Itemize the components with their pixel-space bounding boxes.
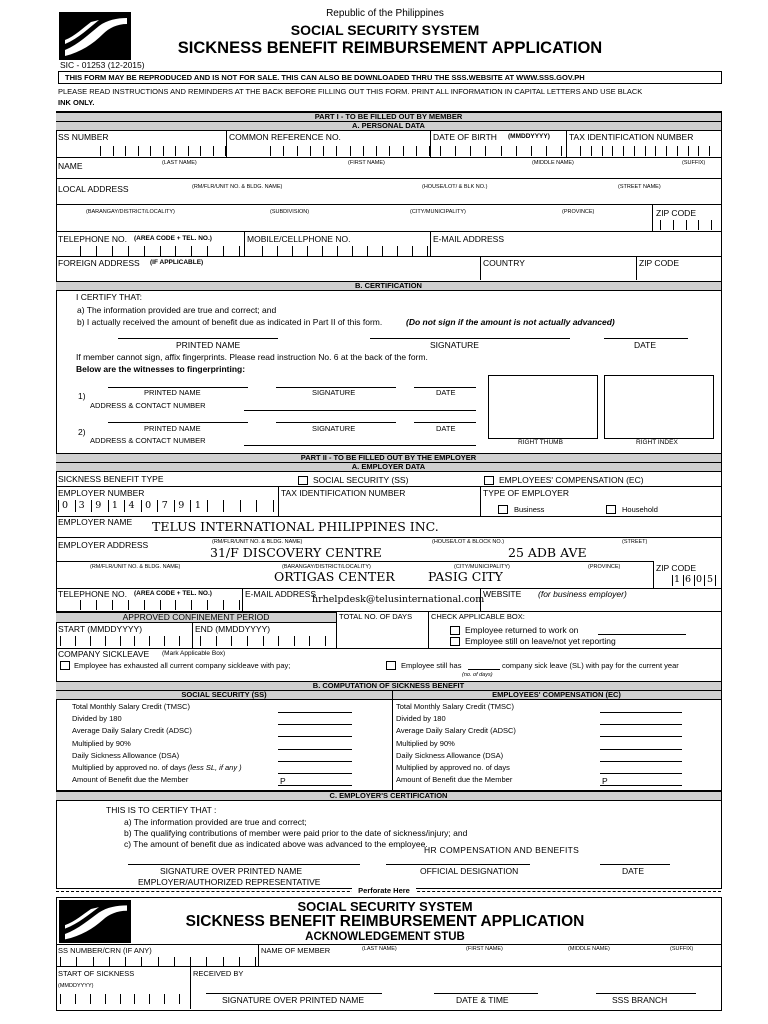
website-label: WEBSITE [483, 589, 522, 599]
stub-sss-logo-icon [59, 900, 131, 943]
employer-rm-flr-value[interactable]: 31/F DISCOVERY CENTRE [210, 545, 382, 560]
ss-row [72, 775, 392, 787]
employer-signature-label: SIGNATURE OVER PRINTED NAME [160, 866, 302, 876]
middle-name-caption: (MIDDLE NAME) [532, 160, 574, 166]
tin-field[interactable] [580, 146, 710, 156]
ec-benefit-label: EMPLOYEES' COMPENSATION (EC) [499, 475, 644, 485]
witness-2-number: 2) [78, 427, 86, 437]
ec-row-label: Daily Sickness Allowance (DSA) [396, 750, 504, 760]
crn-label: COMMON REFERENCE NO. [229, 132, 341, 142]
stub-last-caption: (LAST NAME) [362, 946, 397, 952]
employer-number-digit: 9 [95, 500, 102, 511]
local-address-label: LOCAL ADDRESS [58, 184, 129, 194]
still-on-leave-label: Employee still on leave/not yet reporting [465, 636, 616, 646]
emp-province-caption: (PROVINCE) [588, 564, 621, 570]
emp-house-caption: (HOUSE/LOT & BLOCK NO.) [432, 539, 505, 545]
employer-house-value[interactable]: 25 ADB AVE [508, 545, 587, 560]
witness-2-address: ADDRESS & CONTACT NUMBER [90, 436, 206, 445]
business-label: Business [514, 505, 545, 514]
confinement-period-label: APPROVED CONFINEMENT PERIOD [122, 612, 270, 622]
telephone-label: TELEPHONE NO. [58, 234, 127, 244]
ss-row [72, 739, 392, 751]
right-thumb-box[interactable] [488, 375, 598, 439]
perforate-text: Perforate Here [352, 886, 416, 895]
employer-zip-digit: 6 [685, 574, 692, 585]
employer-cert-band [56, 791, 721, 801]
ss-row-label: Average Daily Salary Credit (ADSC) [72, 726, 192, 736]
witness-1-printed-name: PRINTED NAME [144, 388, 201, 397]
last-name-caption: (LAST NAME) [162, 160, 197, 166]
start-date-label: START (MMDDYYYY) [58, 624, 143, 634]
zip-code-field[interactable] [660, 220, 712, 230]
instruction-line-2: INK ONLY. [58, 98, 95, 107]
ss-row-line[interactable] [278, 761, 352, 762]
employer-email-label: E-MAIL ADDRESS [245, 589, 317, 599]
ss-row-label: Total Monthly Salary Credit (TMSC) [72, 702, 190, 711]
dob-label: DATE OF BIRTH [433, 132, 497, 142]
stub-signature-label: SIGNATURE OVER PRINTED NAME [222, 995, 364, 1005]
official-designation-label: OFFICIAL DESIGNATION [420, 866, 519, 876]
ec-row [396, 726, 720, 738]
stub-subtitle: ACKNOWLEDGEMENT STUB [305, 931, 465, 943]
date-label: DATE [634, 340, 657, 350]
employer-number-digit: 0 [145, 500, 152, 511]
ss-row-line[interactable] [278, 736, 352, 737]
telephone-format: (AREA CODE + TEL. NO.) [134, 235, 212, 242]
ss-row [72, 763, 392, 775]
ss-computation-list [72, 702, 392, 790]
employer-telephone-label: TELEPHONE NO. [58, 589, 127, 599]
ec-computation-list [396, 702, 720, 790]
ec-peso-sign: P [602, 776, 608, 787]
stub-sss-branch-label: SSS BRANCH [612, 995, 668, 1005]
ec-row-label: Multiplied by approved no. of days [396, 763, 510, 772]
foreign-address-label: FOREIGN ADDRESS [58, 258, 140, 268]
ss-row-label: Multiplied by 90% [72, 738, 131, 748]
total-days-label: TOTAL NO. OF DAYS [339, 612, 413, 621]
mobile-field[interactable] [262, 246, 428, 256]
employer-cert-date-label: DATE [622, 866, 645, 876]
employer-barangay-value[interactable]: ORTIGAS CENTER [274, 569, 395, 584]
computation-headers [56, 690, 721, 700]
witness-2-signature: SIGNATURE [312, 424, 356, 433]
street-caption: (STREET NAME) [618, 184, 661, 190]
barangay-caption: (BARANGAY/DISTRICT/LOCALITY) [86, 209, 175, 215]
employer-telephone-field[interactable] [80, 600, 240, 610]
ss-row-label-note: (less SL, if any ) [187, 763, 242, 772]
household-checkbox[interactable] [606, 505, 616, 514]
country-label: COUNTRY [483, 258, 525, 268]
certify-item-a: a) The information provided are true and correct; and [77, 305, 277, 315]
employer-number-label: EMPLOYER NUMBER [58, 488, 145, 498]
ss-peso-sign: P [280, 776, 286, 787]
stub-start-sickness-label: START OF SICKNESS [58, 969, 135, 978]
employer-cert-intro: THIS IS TO CERTIFY THAT : [106, 805, 217, 815]
employer-cert-c: c) The amount of benefit due as indicated above was advanced to the employee. [124, 839, 428, 849]
instruction-line-1: PLEASE READ INSTRUCTIONS AND REMINDERS AT THE BACK BEFORE FILLING OUT THIS FORM. PRINT ALL INFORMATION IN CAPITAL LETTERS AND USE BLACK [58, 87, 643, 96]
employer-address-label: EMPLOYER ADDRESS [58, 540, 149, 550]
form-title: SICKNESS BENEFIT REIMBURSEMENT APPLICATION [177, 39, 603, 57]
printed-name-label: PRINTED NAME [176, 340, 241, 350]
certification-band [56, 281, 721, 291]
ec-row [396, 763, 720, 775]
form-code: SIC - 01253 (12-2015) [60, 60, 145, 70]
employer-number-digit: 3 [78, 500, 85, 511]
still-has-label-2: company sick leave (SL) with pay for the current year [502, 661, 679, 670]
suffix-caption: (SUFFIX) [682, 160, 706, 166]
dob-format: (MMDDYYYY) [508, 133, 550, 140]
ss-row-label: Divided by 180 [72, 714, 122, 724]
employer-tin-label: TAX IDENTIFICATION NUMBER [281, 488, 406, 498]
reproduction-notice: THIS FORM MAY BE REPRODUCED AND IS NOT FOR SALE. THIS CAN ALSO BE DOWNLOADED THRU THE SSS.WEBSITE AT WWW.SSS.GOV.PH [65, 73, 585, 82]
exhausted-sickleave-checkbox[interactable] [60, 661, 70, 670]
ec-row-label: Amount of Benefit due the Member [396, 775, 513, 785]
emp-barangay-caption: (BARANGAY/DISTRICT/LOCALITY) [282, 564, 371, 570]
ec-benefit-checkbox[interactable] [484, 476, 494, 485]
employer-data-band [56, 462, 721, 472]
employer-zip-digit: 1 [674, 574, 681, 585]
ec-computation-header: EMPLOYEES' COMPENSATION (EC) [492, 690, 621, 699]
exhausted-sickleave-label: Employee has exhausted all current company sickleave with pay; [74, 661, 291, 670]
company-sickleave-label: COMPANY SICKLEAVE [58, 649, 150, 659]
start-date-field[interactable] [60, 636, 180, 646]
stub-title: SICKNESS BENEFIT REIMBURSEMENT APPLICATION [185, 913, 585, 930]
witness-2-date: DATE [436, 424, 456, 433]
ss-row-line[interactable] [278, 785, 352, 786]
emp-street-caption: (STREET) [622, 539, 648, 545]
right-thumb-label: RIGHT THUMB [518, 439, 563, 446]
ss-row-label: Daily Sickness Allowance (DSA) [72, 750, 180, 760]
witness-note: Below are the witnesses to fingerprinting: [76, 364, 246, 374]
end-date-label: END (MMDDYYYY) [195, 624, 271, 634]
right-index-box[interactable] [604, 375, 714, 439]
employer-number-digits [58, 500, 208, 512]
stub-mmddyyyy: (MMDDYYYY) [58, 983, 94, 989]
employer-number-digit: 4 [128, 500, 135, 511]
employer-cert-title: C. EMPLOYER'S CERTIFICATION [329, 791, 448, 800]
city-caption: (CITY/MUNICIPALITY) [410, 209, 466, 215]
ss-row-line[interactable] [278, 749, 352, 750]
benefit-type-label: SICKNESS BENEFIT TYPE [58, 474, 164, 484]
stub-received-by-label: RECEIVED BY [193, 969, 244, 978]
dob-field[interactable] [440, 146, 562, 156]
subdivision-caption: (SUBDIVISION) [270, 209, 310, 215]
part2-title: PART II - TO BE FILLED OUT BY THE EMPLOYER [300, 453, 477, 462]
crn-field[interactable] [270, 146, 430, 156]
ss-benefit-label: SOCIAL SECURITY (SS) [313, 475, 409, 485]
mark-box-note: (Mark Applicable Box) [162, 650, 226, 657]
end-date-field[interactable] [200, 636, 326, 646]
signature-label: SIGNATURE [430, 340, 479, 350]
ss-row-line[interactable] [278, 712, 352, 713]
ec-row-label: Divided by 180 [396, 714, 446, 724]
employer-number-digit: 7 [161, 500, 168, 511]
agency-name: SOCIAL SECURITY SYSTEM [290, 22, 480, 38]
employer-zip-label: ZIP CODE [656, 563, 696, 573]
employer-cert-b: b) The qualifying contributions of member were paid prior to the date of sickness/injury; and [124, 828, 468, 838]
witness-1-signature: SIGNATURE [312, 388, 356, 397]
witness-1-address: ADDRESS & CONTACT NUMBER [90, 401, 206, 410]
employer-zip-digit: 5 [707, 574, 714, 585]
ec-row [396, 739, 720, 751]
ec-row-label: Average Daily Salary Credit (ADSC) [396, 726, 516, 736]
ss-computation-header: SOCIAL SECURITY (SS) [181, 690, 267, 699]
website-note: (for business employer) [538, 589, 627, 599]
ec-row [396, 751, 720, 763]
stub-start-sickness-field[interactable] [60, 994, 180, 1004]
ss-row [72, 702, 392, 714]
ss-row-label-part: Multiplied by approved no. of days [72, 763, 188, 772]
first-name-caption: (FIRST NAME) [348, 160, 385, 166]
still-has-label: Employee still has [401, 661, 462, 670]
name-label: NAME [58, 161, 83, 171]
employer-number-digit: 9 [178, 500, 185, 511]
returned-to-work-checkbox[interactable] [450, 626, 460, 635]
emp-rm-flr-caption: (RM/FLR/UNIT NO. & BLDG. NAME) [212, 539, 303, 545]
zip-code-label: ZIP CODE [656, 208, 696, 218]
mobile-label: MOBILE/CELLPHONE NO. [247, 234, 351, 244]
business-checkbox[interactable] [498, 505, 508, 514]
ec-row-line[interactable] [600, 724, 682, 725]
household-label: Household [622, 505, 658, 514]
employer-city-value[interactable]: PASIG CITY [428, 569, 503, 584]
employer-telephone-format: (AREA CODE + TEL. NO.) [134, 590, 212, 597]
no-of-days-note: (no. of days) [462, 672, 493, 678]
ec-row-line[interactable] [600, 761, 682, 762]
ss-benefit-checkbox[interactable] [298, 476, 308, 485]
employer-zip-digits [672, 575, 716, 586]
foreign-address-note: (IF APPLICABLE) [150, 259, 204, 266]
still-has-sickleave-checkbox[interactable] [386, 661, 396, 670]
ec-row-line[interactable] [600, 773, 682, 774]
employer-data-title: A. EMPLOYER DATA [351, 462, 426, 471]
employer-cert-a: a) The information provided are true and correct; [124, 817, 307, 827]
employer-email-value[interactable]: hrhelpdesk@telusinternational.com [312, 594, 485, 605]
personal-data-band [56, 121, 721, 131]
witness-1-number: 1) [78, 391, 86, 401]
ss-row [72, 726, 392, 738]
witness-1-date: DATE [436, 388, 456, 397]
ec-row-line[interactable] [600, 785, 682, 786]
republic-label: Republic of the Philippines [326, 8, 444, 19]
ec-row-label: Total Monthly Salary Credit (TMSC) [396, 702, 514, 711]
personal-data-title: A. PERSONAL DATA [352, 121, 425, 130]
reproduction-notice-box [58, 71, 722, 84]
ss-row-label: Amount of Benefit due the Member [72, 775, 189, 785]
employer-rep-label: EMPLOYER/AUTHORIZED REPRESENTATIVE [138, 877, 321, 887]
house-lot-caption: (HOUSE/LOT/ & BLK NO.) [422, 184, 488, 190]
stub-date-time-label: DATE & TIME [456, 995, 509, 1005]
witness-2-printed-name: PRINTED NAME [144, 424, 201, 433]
ec-row [396, 714, 720, 726]
check-box-label: CHECK APPLICABLE BOX: [431, 612, 525, 621]
certification-title: B. CERTIFICATION [355, 281, 422, 290]
ec-row-line[interactable] [600, 712, 682, 713]
zip-code-2-label: ZIP CODE [639, 258, 679, 268]
emp-city-caption: (CITY/MUNICIPALITY) [454, 564, 510, 570]
ec-row-label: Multiplied by 90% [396, 738, 455, 748]
email-label: E-MAIL ADDRESS [433, 234, 505, 244]
employer-name-value[interactable]: TELUS INTERNATIONAL PHILIPPINES INC. [152, 519, 439, 534]
stub-sss-logo [59, 900, 131, 943]
ss-row-line[interactable] [278, 773, 352, 774]
ss-number-label: SS NUMBER [58, 132, 109, 142]
stub-ss-crn-label: SS NUMBER/CRN (IF ANY) [58, 946, 152, 955]
ec-row-line[interactable] [600, 736, 682, 737]
ec-row [396, 775, 720, 787]
employer-number-digit: 1 [194, 500, 201, 511]
ec-row [396, 702, 720, 714]
certify-item-b: b) I actually received the amount of benefit due as indicated in Part II of this form. [77, 317, 383, 327]
right-index-label: RIGHT INDEX [636, 439, 678, 446]
emp-rm-flr-caption-2: (RM/FLR/UNIT NO. & BLDG. NAME) [90, 564, 181, 570]
fingerprint-note: If member cannot sign, affix fingerprints. Please read instruction No. 6 at the back of the form. [76, 352, 428, 362]
certify-label: I CERTIFY THAT: [76, 292, 142, 302]
perforate-label [0, 887, 768, 895]
tin-label: TAX IDENTIFICATION NUMBER [569, 132, 694, 142]
ec-row-line[interactable] [600, 749, 682, 750]
part1-title: PART I - TO BE FILLED OUT BY MEMBER [314, 112, 463, 121]
employer-zip-digit: 0 [696, 574, 703, 585]
employer-number-digit: 0 [62, 500, 69, 511]
ss-number-field[interactable] [100, 146, 226, 156]
stub-name-of-member-label: NAME OF MEMBER [261, 946, 331, 955]
telephone-field[interactable] [80, 246, 240, 256]
designation-value[interactable]: HR COMPENSATION AND BENEFITS [424, 845, 580, 855]
rm-flr-caption: (RM/FLR/UNIT NO. & BLDG. NAME) [192, 184, 283, 190]
province-caption: (PROVINCE) [562, 209, 595, 215]
returned-to-work-label: Employee returned to work on [465, 625, 579, 635]
employer-number-digit: 1 [111, 500, 118, 511]
still-on-leave-checkbox[interactable] [450, 637, 460, 646]
ss-row [72, 714, 392, 726]
employer-type-label: TYPE OF EMPLOYER [483, 488, 569, 498]
ss-row [72, 751, 392, 763]
computation-title: B. COMPUTATION OF SICKNESS BENEFIT [312, 681, 465, 690]
stub-middle-caption: (MIDDLE NAME) [568, 946, 610, 952]
stub-agency: SOCIAL SECURITY SYSTEM [297, 899, 473, 914]
employer-name-label: EMPLOYER NAME [58, 517, 133, 527]
stub-suffix-caption: (SUFFIX) [670, 946, 694, 952]
stub-first-caption: (FIRST NAME) [466, 946, 503, 952]
ss-row-line[interactable] [278, 724, 352, 725]
certify-item-b-note: (Do not sign if the amount is not actually advanced) [406, 317, 615, 327]
ss-row-label [72, 764, 242, 772]
